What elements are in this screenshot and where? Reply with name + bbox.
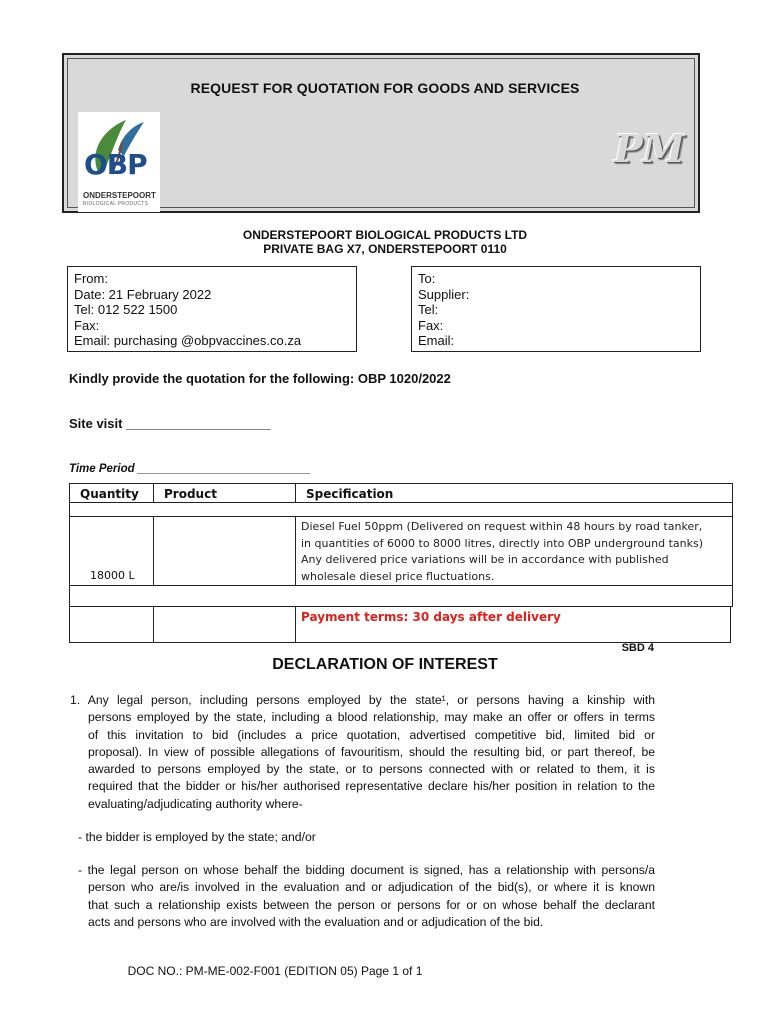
paragraph-line: required that the bidder or his/her authorised representative declare his/her position in relation to the — [88, 779, 655, 794]
payment-row-empty-cell — [153, 606, 296, 643]
from-fax: Fax: — [74, 317, 100, 333]
to-box — [411, 266, 701, 352]
company-name: ONDERSTEPOORT BIOLOGICAL PRODUCTS LTD — [242, 228, 528, 242]
table-spacer-row — [69, 585, 733, 607]
paragraph-line: of this invitation to bid (includes a price quotation, advertised competitive bid, limited bid or — [88, 727, 655, 742]
from-email: Email: purchasing @obpvaccines.co.za — [74, 333, 302, 348]
document-footer: DOC NO.: PM-ME-002-F001 (EDITION 05) Page 1 of 1 — [127, 964, 423, 978]
table-spacer-row — [69, 502, 733, 517]
logo-subtitle: BIOLOGICAL PRODUCTS — [83, 201, 149, 207]
col-header-product: Product — [153, 483, 296, 503]
pm-embossed-mark: PM — [614, 126, 685, 171]
col-header-quantity: Quantity — [69, 483, 154, 503]
paragraph-line: evaluating/adjudicating authority where- — [88, 796, 303, 811]
paragraph-line: proposal). In view of possible allegations of favouritism, should the resulting bid, or part thereof, be — [88, 744, 655, 759]
declaration-item-1 — [70, 692, 655, 813]
to-label: To: — [418, 271, 436, 286]
time-period-line: Time Period ___________________________ — [69, 463, 311, 475]
paragraph-line: that such a relationship exists between the person or persons for or on whose behalf the declarant — [88, 897, 655, 912]
company-address: PRIVATE BAG X7, ONDERSTEPOORT 0110 — [263, 242, 507, 256]
table-row-product — [153, 516, 296, 586]
paragraph-line: 1. Any legal person, including persons employed by the state¹, or persons having a kinship with — [70, 693, 655, 707]
logo-company-name: ONDERSTEPOORT — [83, 191, 156, 200]
payment-terms: Payment terms: 30 days after delivery — [295, 606, 731, 643]
declaration-bullet-2 — [78, 862, 655, 931]
col-header-specification: Specification — [295, 483, 733, 503]
to-fax: Fax: — [418, 317, 444, 333]
quantity-value: 18000 L — [90, 569, 135, 582]
paragraph-line: persons employed by the state, including a blood relationship, may make an offer or offers in terms — [88, 710, 655, 725]
paragraph-line: acts and persons who are involved with the evaluation and or adjudication of the bid. — [88, 914, 544, 929]
to-email: Email: — [418, 333, 455, 348]
spec-line: Diesel Fuel 50ppm (Delivered on request within 48 hours by road tanker, — [301, 520, 703, 533]
paragraph-line: - the legal person on whose behalf the bidding document is signed, has a relationship with persons/a — [78, 863, 655, 877]
sbd-label: SBD 4 — [621, 642, 654, 654]
spec-line: in quantities of 6000 to 8000 litres, directly into OBP underground tanks) — [301, 536, 704, 550]
site-visit-line: Site visit ____________________ — [69, 416, 271, 431]
to-supplier: Supplier: — [418, 286, 470, 302]
from-date: Date: 21 February 2022 — [74, 286, 212, 302]
table-row-quantity — [69, 516, 154, 586]
logo-text: OBP — [84, 148, 147, 181]
document-title: REQUEST FOR QUOTATION FOR GOODS AND SERVICES — [190, 80, 580, 96]
to-tel: Tel: — [418, 302, 439, 317]
from-tel: Tel: 012 522 1500 — [74, 302, 178, 317]
declaration-title: DECLARATION OF INTEREST — [272, 656, 498, 673]
from-label: From: — [74, 271, 108, 286]
table-row-specification — [295, 516, 733, 586]
spec-line: wholesale diesel price fluctuations. — [301, 569, 495, 583]
from-box — [67, 266, 357, 352]
payment-row-empty-cell — [69, 606, 154, 643]
paragraph-line: awarded to persons employed by the state, or to persons connected with or related to them, it is — [88, 762, 655, 777]
spec-line: Any delivered price variations will be in accordance with published — [301, 553, 669, 566]
paragraph-line: person who are/is involved in the evaluation and or adjudication of the bid(s), or where it is known — [88, 880, 655, 895]
declaration-bullet-1: - the bidder is employed by the state; and/or — [78, 830, 316, 844]
request-line: Kindly provide the quotation for the following: OBP 1020/2022 — [69, 371, 451, 386]
